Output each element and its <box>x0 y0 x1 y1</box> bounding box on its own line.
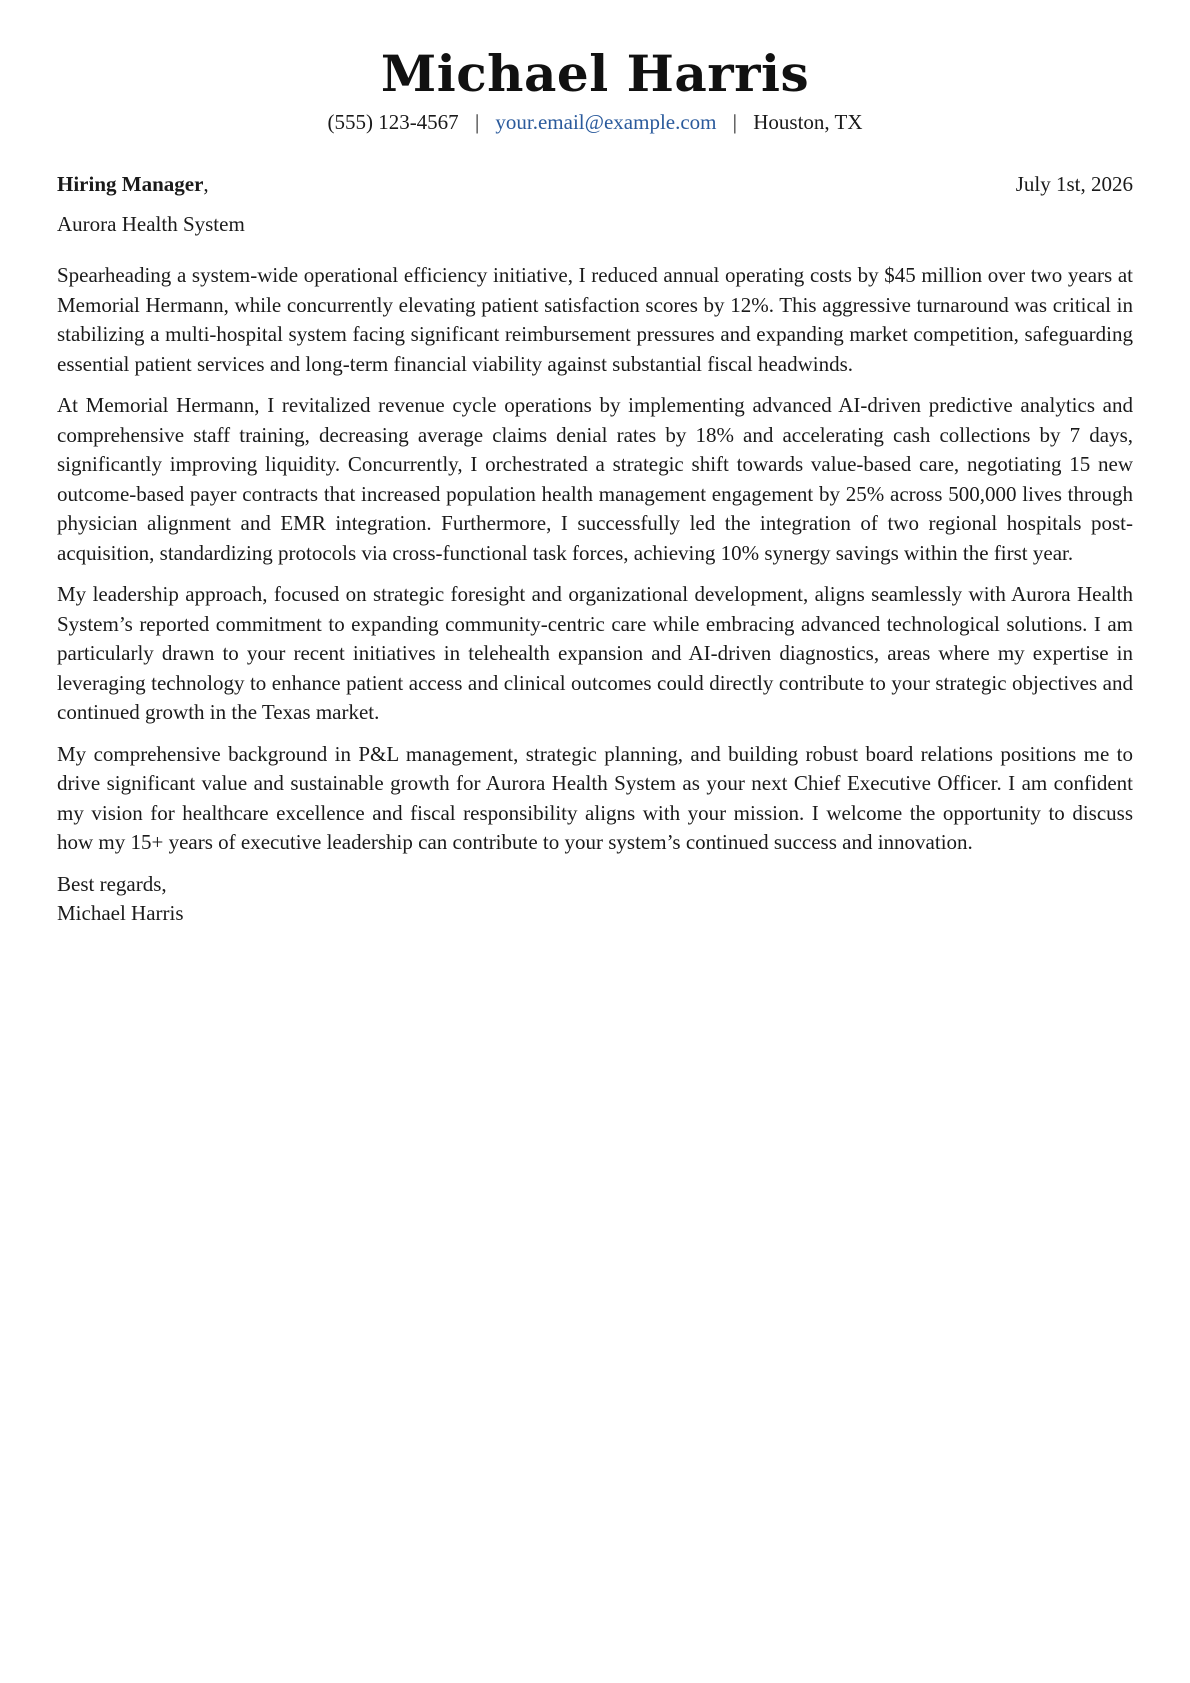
separator: | <box>474 110 480 134</box>
contact-line <box>57 108 1133 136</box>
letter-body <box>57 261 1133 858</box>
signature-name: Michael Harris <box>57 900 184 925</box>
recipient-title-suffix: , <box>203 172 209 196</box>
email-link[interactable]: your.email@example.com <box>495 110 717 134</box>
recipient-salutation <box>57 170 209 198</box>
body-paragraph: My leadership approach, focused on strategic foresight and organizational development, aligns seamlessly with Aurora Health System’s reported commitment to expanding community-centric care while embracing advanced technological solutions. I am particularly drawn to your recent initiatives in telehealth expansion and AI-driven diagnostics, areas where my expertise in leveraging technology to enhance patient access and clinical outcomes could directly contribute to your strategic objectives and continued growth in the Texas market. <box>57 582 1133 724</box>
letter-closing <box>57 870 1133 928</box>
applicant-name: Michael Harris <box>380 44 810 103</box>
location: Houston, TX <box>753 110 863 134</box>
separator: | <box>732 110 737 134</box>
recipient-date-row <box>57 170 1133 198</box>
letter-date: July 1st, 2026 <box>1015 172 1133 196</box>
phone-number: (555) 123-4567 <box>327 110 459 134</box>
body-paragraph: Spearheading a system-wide operational efficiency initiative, I reduced annual operating costs by $45 million over two years at Memorial Hermann, while concurrently elevating patient satisfaction scores by 12%. This aggressive turnaround was critical in stabilizing a multi-hospital system facing significant reimbursement pressures and expanding market competition, safeguarding essential patient services and long-term financial viability against substantial fiscal headwinds. <box>57 263 1133 376</box>
body-paragraph: At Memorial Hermann, I revitalized revenue cycle operations by implementing advanced AI-driven predictive analytics and comprehensive staff training, decreasing average claims denial rates by 18% and accelerating cash collections by 7 days, significantly improving liquidity. Concurrently, I orchestrated a strategic shift towards value-based care, negotiating 15 new outcome-based payer contracts that increased population health management engagement by 25% across 500,000 lives through physician alignment and EMR integration. Furthermore, I successfully led the integration of two regional hospitals post-acquisition, standardizing protocols via cross-functional task forces, achieving 10% synergy savings within the first year. <box>57 393 1133 565</box>
closing-salutation: Best regards, <box>57 871 167 896</box>
body-paragraph: My comprehensive background in P&L management, strategic planning, and building robust board relations positions me to drive significant value and sustainable growth for Aurora Health System as your next Chief Executive Officer. I am confident my vision for healthcare excellence and fiscal responsibility aligns with your mission. I welcome the opportunity to discuss how my 15+ years of executive leadership can contribute to your system’s continued success and innovation. <box>57 741 1133 854</box>
recipient-company: Aurora Health System <box>57 212 245 236</box>
recipient-title: Hiring Manager <box>57 172 204 196</box>
